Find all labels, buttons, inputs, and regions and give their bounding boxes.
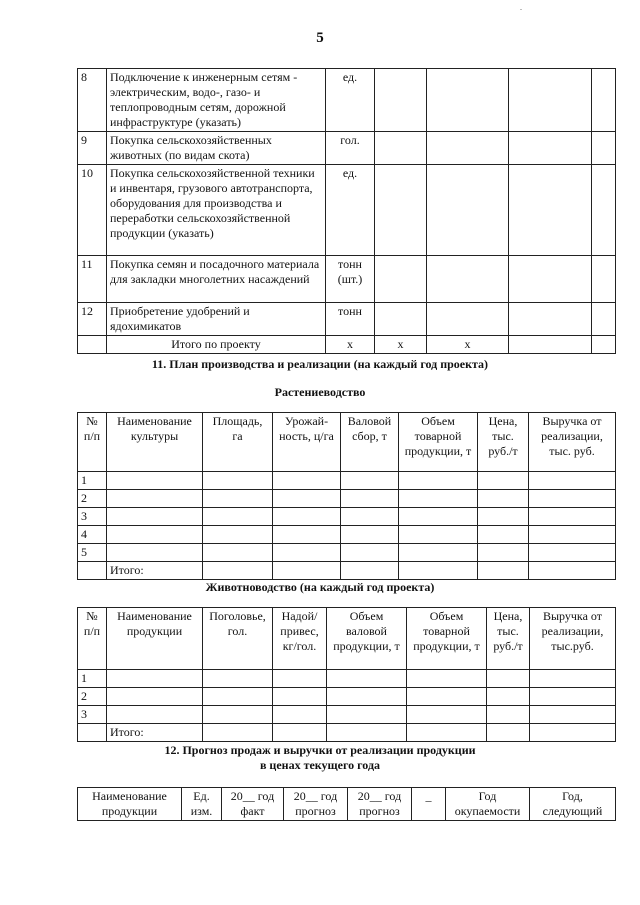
total-mark: х — [427, 336, 509, 354]
row-number: 8 — [78, 69, 107, 132]
empty-cell — [407, 706, 487, 724]
row-number: 10 — [78, 165, 107, 256]
empty-cell — [375, 256, 427, 303]
empty-cell — [592, 256, 616, 303]
empty-cell — [399, 526, 478, 544]
empty-cell — [107, 490, 203, 508]
empty-cell — [341, 562, 399, 580]
empty-cell — [427, 69, 509, 132]
col-header: Объем товарной продукции, т — [407, 608, 487, 670]
empty-cell — [592, 336, 616, 354]
empty-cell — [529, 490, 616, 508]
table-row — [78, 508, 616, 526]
empty-cell — [107, 526, 203, 544]
table-row — [78, 256, 616, 303]
expense-name: Покупка сельскохозяйственных животных (по видам скота) — [107, 132, 326, 165]
total-row — [78, 562, 616, 580]
col-header: Ед. изм. — [182, 788, 222, 821]
col-header: 20__ год прогноз — [284, 788, 348, 821]
empty-cell — [78, 562, 107, 580]
empty-cell — [427, 165, 509, 256]
empty-cell — [399, 490, 478, 508]
section-12-subtitle: в ценах текущего года — [259, 758, 381, 772]
empty-cell — [341, 490, 399, 508]
row-number: 2 — [78, 688, 107, 706]
expense-name: Приобретение удобрений и ядохимикатов — [107, 303, 326, 336]
empty-cell — [203, 508, 273, 526]
empty-cell — [273, 724, 327, 742]
unit-cell: ед. — [326, 165, 375, 256]
empty-cell — [107, 508, 203, 526]
col-header: 20__ год факт — [222, 788, 284, 821]
empty-cell — [273, 508, 341, 526]
unit-cell: тонн — [326, 303, 375, 336]
col-header: Наименование продукции — [78, 788, 182, 821]
corner-mark: . — [520, 3, 522, 12]
empty-cell — [107, 544, 203, 562]
empty-cell — [529, 508, 616, 526]
col-header: Выручка от реализации, тыс.руб. — [530, 608, 616, 670]
empty-cell — [478, 472, 529, 490]
empty-cell — [487, 688, 530, 706]
empty-cell — [399, 508, 478, 526]
col-header: Цена, тыс. руб./т — [478, 413, 529, 472]
col-header: Наименование продукции — [107, 608, 203, 670]
empty-cell — [399, 562, 478, 580]
row-number: 12 — [78, 303, 107, 336]
empty-cell — [509, 132, 592, 165]
empty-cell — [107, 472, 203, 490]
table-row — [78, 303, 616, 336]
unit-cell: тонн (шт.) — [326, 256, 375, 303]
empty-cell — [530, 688, 616, 706]
total-mark: х — [375, 336, 427, 354]
empty-cell — [375, 165, 427, 256]
empty-cell — [273, 490, 341, 508]
row-number: 1 — [78, 472, 107, 490]
empty-cell — [203, 724, 273, 742]
empty-cell — [107, 670, 203, 688]
empty-cell — [203, 688, 273, 706]
sales-forecast-table — [77, 787, 616, 821]
empty-cell — [509, 256, 592, 303]
empty-cell — [407, 670, 487, 688]
col-header: Надой/ привес, кг/гол. — [273, 608, 327, 670]
expense-name: Покупка сельскохозяйственной техники и инвентаря, грузового автотранспорта, оборудования для производства и переработки сельскохозяйственной продукции (указать) — [107, 165, 326, 256]
table-row — [78, 132, 616, 165]
col-header: Цена, тыс. руб./т — [487, 608, 530, 670]
unit-cell: ед. — [326, 69, 375, 132]
empty-cell — [530, 724, 616, 742]
empty-cell — [530, 706, 616, 724]
empty-cell — [529, 472, 616, 490]
empty-cell — [509, 303, 592, 336]
empty-cell — [375, 132, 427, 165]
page-number: 5 — [316, 30, 324, 46]
empty-cell — [530, 670, 616, 688]
empty-cell — [273, 562, 341, 580]
table-row — [78, 670, 616, 688]
empty-cell — [327, 670, 407, 688]
col-header: № п/п — [78, 608, 107, 670]
row-number: 3 — [78, 706, 107, 724]
empty-cell — [327, 688, 407, 706]
empty-cell — [407, 688, 487, 706]
col-header: Выручка от реализации, тыс. руб. — [529, 413, 616, 472]
plants-title: Растениеводство — [274, 385, 366, 399]
empty-cell — [427, 256, 509, 303]
table-row — [78, 472, 616, 490]
empty-cell — [341, 526, 399, 544]
empty-cell — [478, 544, 529, 562]
col-header: Поголовье, гол. — [203, 608, 273, 670]
row-number: 5 — [78, 544, 107, 562]
investment-table — [77, 68, 616, 354]
empty-cell — [203, 562, 273, 580]
col-header: Год окупаемости — [446, 788, 530, 821]
col-header: Год, следующий — [530, 788, 616, 821]
row-number: 9 — [78, 132, 107, 165]
empty-cell — [327, 724, 407, 742]
row-number: 1 — [78, 670, 107, 688]
empty-cell — [203, 490, 273, 508]
table-row — [78, 706, 616, 724]
empty-cell — [509, 336, 592, 354]
empty-cell — [273, 670, 327, 688]
empty-cell — [107, 706, 203, 724]
empty-cell — [509, 165, 592, 256]
table-row — [78, 544, 616, 562]
col-header: Урожай-ность, ц/га — [273, 413, 341, 472]
empty-cell — [427, 132, 509, 165]
row-number: 11 — [78, 256, 107, 303]
empty-cell — [273, 688, 327, 706]
empty-cell — [107, 688, 203, 706]
empty-cell — [273, 472, 341, 490]
empty-cell — [78, 724, 107, 742]
section-11-title: 11. План производства и реализации (на каждый год проекта) — [151, 357, 489, 371]
col-header: Валовой сбор, т — [341, 413, 399, 472]
col-header: № п/п — [78, 413, 107, 472]
empty-cell — [341, 508, 399, 526]
crop-production-table — [77, 412, 616, 580]
empty-cell — [592, 69, 616, 132]
empty-cell — [341, 544, 399, 562]
empty-cell — [529, 526, 616, 544]
total-label: Итого по проекту — [107, 336, 326, 354]
empty-cell — [203, 670, 273, 688]
col-header: _ — [412, 788, 446, 821]
total-label: Итого: — [107, 562, 203, 580]
table-row — [78, 69, 616, 132]
empty-cell — [529, 562, 616, 580]
row-number: 4 — [78, 526, 107, 544]
empty-cell — [509, 69, 592, 132]
empty-cell — [203, 472, 273, 490]
empty-cell — [399, 544, 478, 562]
empty-cell — [375, 69, 427, 132]
expense-name: Подключение к инженерным сетям - электрическим, водо-, газо- и теплопроводным сетям, дорожной инфраструктуре (указать) — [107, 69, 326, 132]
empty-cell — [487, 724, 530, 742]
empty-cell — [78, 336, 107, 354]
empty-cell — [592, 165, 616, 256]
table-row — [78, 526, 616, 544]
livestock-production-table — [77, 607, 616, 742]
empty-cell — [203, 706, 273, 724]
header-row — [78, 788, 616, 821]
col-header: Объем товарной продукции, т — [399, 413, 478, 472]
empty-cell — [273, 544, 341, 562]
empty-cell — [399, 472, 478, 490]
empty-cell — [375, 303, 427, 336]
total-row — [78, 724, 616, 742]
empty-cell — [487, 670, 530, 688]
row-number: 2 — [78, 490, 107, 508]
empty-cell — [273, 526, 341, 544]
empty-cell — [592, 132, 616, 165]
empty-cell — [203, 526, 273, 544]
empty-cell — [487, 706, 530, 724]
empty-cell — [478, 526, 529, 544]
header-row — [78, 413, 616, 472]
col-header: 20__ год прогноз — [348, 788, 412, 821]
empty-cell — [273, 706, 327, 724]
table-row — [78, 688, 616, 706]
table-row — [78, 165, 616, 256]
empty-cell — [478, 490, 529, 508]
table-row — [78, 490, 616, 508]
col-header: Наименование культуры — [107, 413, 203, 472]
expense-name: Покупка семян и посадочного материала для закладки многолетних насаждений — [107, 256, 326, 303]
section-12-title: 12. Прогноз продаж и выручки от реализации продукции — [164, 743, 476, 757]
animals-title: Животноводство (на каждый год проекта) — [205, 580, 435, 594]
total-row — [78, 336, 616, 354]
empty-cell — [478, 508, 529, 526]
unit-cell: гол. — [326, 132, 375, 165]
header-row — [78, 608, 616, 670]
total-label: Итого: — [107, 724, 203, 742]
row-number: 3 — [78, 508, 107, 526]
empty-cell — [592, 303, 616, 336]
empty-cell — [203, 544, 273, 562]
empty-cell — [341, 472, 399, 490]
empty-cell — [327, 706, 407, 724]
col-header: Объем валовой продукции, т — [327, 608, 407, 670]
empty-cell — [478, 562, 529, 580]
empty-cell — [407, 724, 487, 742]
empty-cell — [529, 544, 616, 562]
col-header: Площадь, га — [203, 413, 273, 472]
empty-cell — [427, 303, 509, 336]
total-mark: х — [326, 336, 375, 354]
